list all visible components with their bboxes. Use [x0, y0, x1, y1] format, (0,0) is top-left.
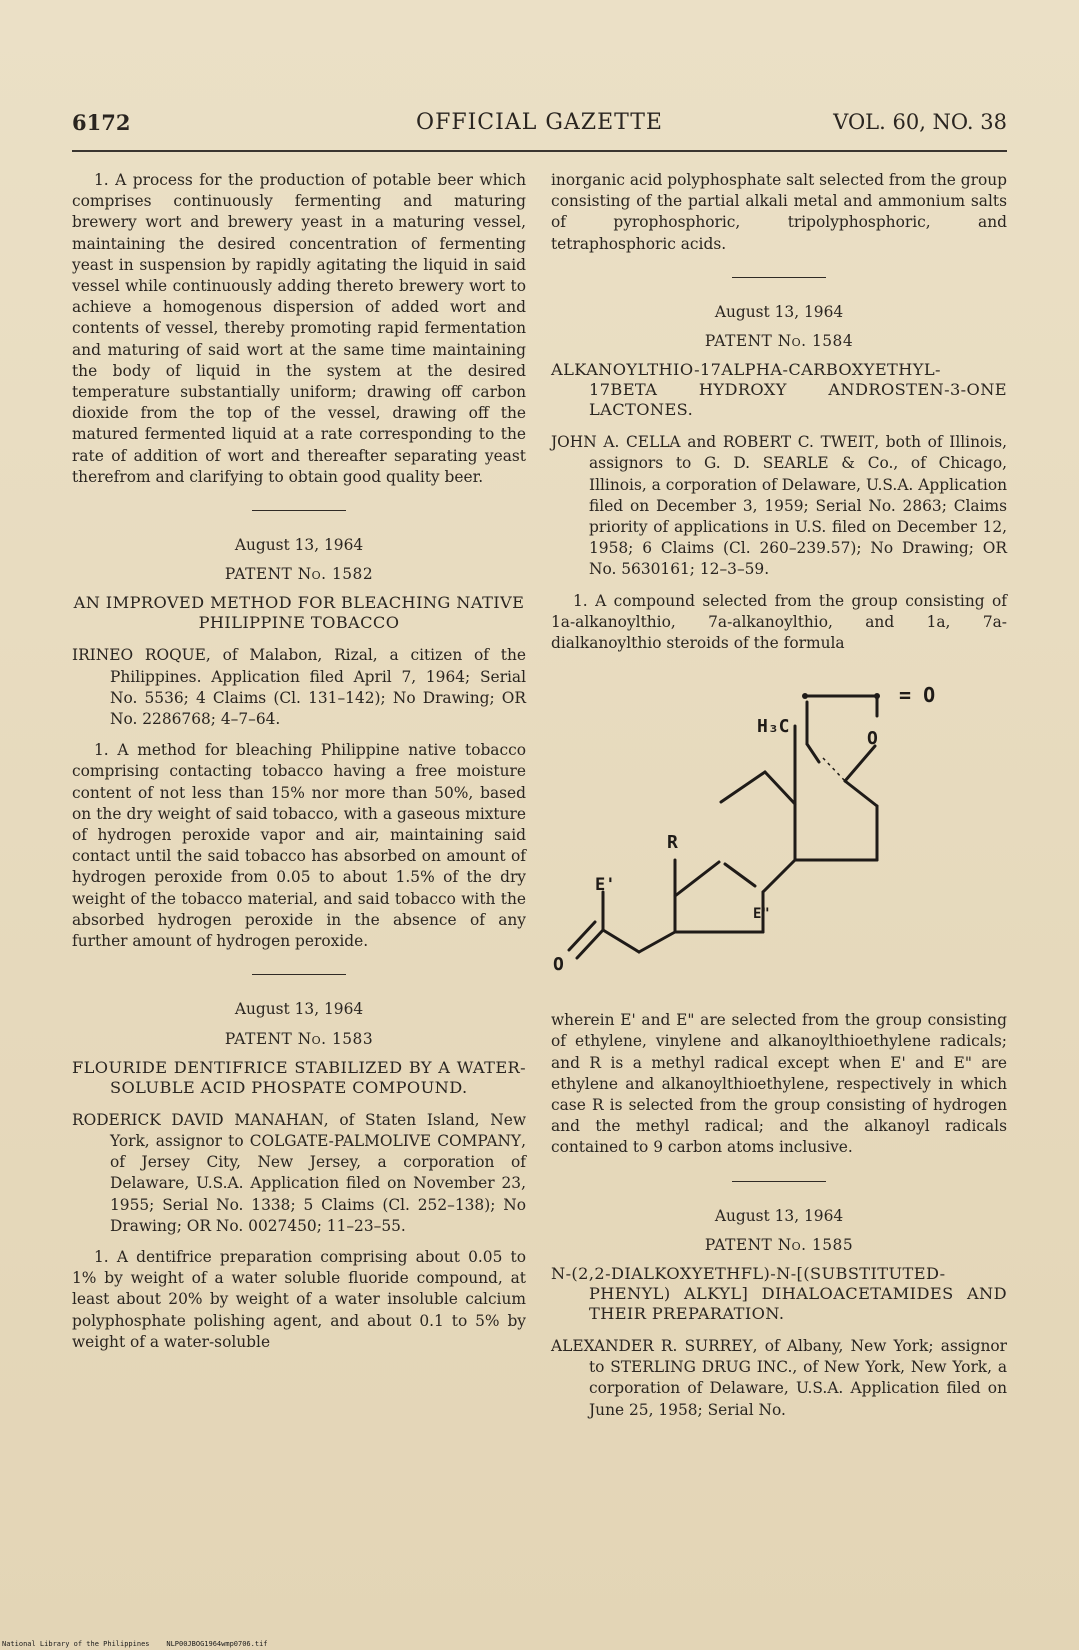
patent-1583-applicant	[72, 1110, 526, 1237]
patent-1585-details-a: , of Albany, New York; assignor to	[589, 1337, 1007, 1377]
ring-b-bond	[725, 864, 755, 886]
patent-1584-claim: 1. A compound selected from the group consisting of 1a-alkanoylthio, 7a-alkanoylthio, and 1a, 7a-dialkanoylthio steroids of the formula	[551, 591, 1007, 653]
e-prime-label: E'	[595, 875, 616, 896]
patent-1583-date: August 13, 1964	[234, 1000, 364, 1019]
section-divider	[252, 974, 346, 975]
ketone-bond	[577, 930, 603, 958]
patent-1582-title: AN IMPROVED METHOD FOR BLEACHING NATIVE PHILIPPINE TOBACCO	[73, 593, 525, 633]
beer-process-claim: 1. A process for the production of potable beer which comprises continuously fermenting and maturing brewery wort and brewery yeast in a maturing vessel, maintaining the desired concentration of fermenting yeast in suspension by rapidly agitating the liquid in said vessel while continuously adding thereto brewery wort to achieve a homogenous dispersion of added wort and contents of vessel, thereby promoting rapid fermentation and maturing of said wort at the same time maintaining the body of liquid in the system at the desired temperature substantially uniform; drawing off carbon dioxide from the top of the vessel, drawing off the matured fermented liquid at a rate corresponding to the rate of addition of wort and thereafter separating yeast therefrom and clarifying to obtain good quality beer.	[72, 171, 526, 486]
patent-1583-title: FLOURIDE DENTIFRICE STABILIZED BY A WATER-SOLUBLE ACID PHOSPATE COMPOUND.	[72, 1057, 526, 1097]
ring-c-bond	[763, 860, 795, 892]
section-divider	[732, 1181, 826, 1182]
oxo-label: = O	[899, 683, 936, 708]
patent-1582-claim: 1. A method for bleaching Philippine native tobacco comprising contacting tobacco having a free moisture content of not less than 15% nor more than 50%, based on the dry weight of said tobacco, with a gaseous mixture of hydrogen peroxide vapor and air, maintaining said contact until the said tobacco has absorbed on amount of hydrogen peroxide from 0.05 to about 1.5% of the dry weight of the tobacco material, and said tobacco with the absorbed hydrogen peroxide in the absence of any further amount of hydrogen peroxide.	[72, 741, 526, 951]
patent-1585-applicant	[551, 1336, 1007, 1421]
ring-a-bond	[603, 930, 639, 952]
page-header	[72, 110, 1007, 142]
dashed-bond	[823, 758, 845, 781]
ketone-oxygen-label: O	[553, 954, 564, 976]
patent-1585-number: PATENT No. 1585	[704, 1235, 854, 1254]
patent-1582-date: August 13, 1964	[234, 536, 364, 555]
patent-1585-date: August 13, 1964	[714, 1206, 844, 1225]
patent-1584-inventor-2: ROBERT C. TWEIT	[722, 433, 875, 452]
lactone-oxygen-label: O	[867, 728, 878, 750]
atom-dot	[874, 693, 880, 699]
patent-1583-claim: 1. A dentifrice preparation comprising about 0.05 to 1% by weight of a water soluble fluoride compound, at least about 20% by weight of a water insoluble calcium polyphosphate polishing agent, and about 0.1 to 5% by weight of a water-soluble	[72, 1247, 526, 1351]
patent-1584-assignee: SEARLE	[762, 454, 829, 473]
page-number: 6172	[72, 110, 131, 135]
ketone-bond	[569, 922, 595, 950]
patent-1584-date: August 13, 1964	[714, 302, 844, 321]
patent-1585-inventor: ALEXANDER R. SURREY	[551, 1337, 753, 1356]
e-double-prime-label: E"	[753, 906, 770, 923]
publication-title: OFFICIAL GAZETTE	[416, 110, 663, 135]
ring-a-bond	[639, 932, 675, 952]
patent-1584-details-b: & Co., of Chicago, Illinois, a corporation of Delaware, U.S.A. Application filed on December 3, 1959; Serial No. 2863; Claims priority of applications in U.S. filed on December 12, 1958; 6 Claims (Cl. 260–239.57); No Drawing; OR No. 5630161; 12–3–59.	[589, 454, 1007, 579]
patent-1584-applicant	[551, 432, 1007, 580]
patent-1583-assignee: COLGATE-PALMOLIVE COMPANY	[249, 1131, 522, 1150]
ring-c-bond	[721, 772, 765, 802]
lactone-bond	[807, 744, 819, 762]
patent-1585-title: N-(2,2-DIALKOXYETHFL)-N-[(SUBSTITUTED-PHENYL) ALKYL] DIHALOACETAMIDES AND THEIR PREPARATION.	[551, 1264, 1007, 1324]
patent-1582-details: , of Malabon, Rizal, a citizen of the Philippines. Application filed April 7, 1964; Serial No. 5536; 4 Claims (Cl. 131–142); No Drawing; OR No. 2286768; 4–7–64.	[110, 646, 526, 729]
methyl-label: H₃C	[757, 716, 790, 738]
ring-c-bond	[765, 772, 795, 804]
left-column	[72, 170, 526, 1363]
patent-1584-wherein: wherein E' and E" are selected from the group consisting of ethylene, vinylene and alkanoylthioethylene radicals; and R is a methyl radical except when E' and E" are ethylene and alkanoylthioethylene, respectively in which case R is selected from the group consisting of hydrogen and the methyl radical; and the alkanoyl radicals contained to 9 carbon atoms inclusive.	[551, 1011, 1007, 1157]
patent-1584-number: PATENT No. 1584	[704, 332, 854, 351]
atom-dot	[802, 693, 808, 699]
steroid-structure-drawing	[551, 664, 1007, 1002]
scan-footer: National Library of the Philippines NLP00JBOG1964wmp0706.tif	[2, 1640, 268, 1648]
patent-1584-details-a: , both of Illinois, assignors to G. D.	[589, 433, 1007, 473]
patent-1582-number: PATENT No. 1582	[224, 565, 374, 584]
patent-1583-details-a: , of Staten Island, New York, assignor to	[110, 1110, 527, 1150]
patent-1583-details-b: , of Jersey City, New Jersey, a corporation of Delaware, U.S.A. Application filed on November 23, 1955; Serial No. 1338; 5 Claims (Cl. 252–138); No Drawing; OR No. 0027450; 11–23–55.	[110, 1131, 526, 1235]
ring-b-bond	[675, 862, 719, 896]
patent-1583-inventor: RODERICK DAVID MANAHAN	[72, 1110, 324, 1129]
section-divider	[732, 277, 826, 278]
patent-1584-inventor-1: JOHN A. CELLA	[551, 433, 681, 452]
patent-1583-number: PATENT No. 1583	[224, 1029, 374, 1048]
ring-d-bond	[845, 781, 877, 806]
section-divider	[252, 510, 346, 511]
patent-1585-details-b: , of New York, New York, a corporation of Delaware, U.S.A. Application filed on June 25, 1958; Serial No.	[589, 1358, 1007, 1419]
steroid-structure-formula	[551, 664, 1007, 1002]
patent-1582-inventor: IRINEO ROQUE	[72, 646, 206, 665]
patent-1583-claim-continued: inorganic acid polyphosphate salt selected from the group consisting of the partial alkali metal and ammonium salts of pyrophosphoric, tripolyphosphoric, and tetraphosphoric acids.	[551, 171, 1007, 253]
patent-1584-and: and	[680, 433, 723, 452]
patent-1585-assignee: STERLING DRUG INC.	[610, 1358, 793, 1377]
r-label: R	[667, 832, 678, 854]
patent-1584-title: ALKANOYLTHIO-17ALPHA-CARBOXYETHYL-17BETA HYDROXY ANDROSTEN-3-ONE LACTONES.	[551, 360, 1007, 420]
lactone-bond	[845, 746, 875, 781]
right-column	[551, 170, 1007, 1431]
header-rule	[72, 150, 1007, 152]
patent-1582-applicant	[72, 645, 526, 730]
volume-number: VOL. 60, NO. 38	[833, 110, 1007, 134]
